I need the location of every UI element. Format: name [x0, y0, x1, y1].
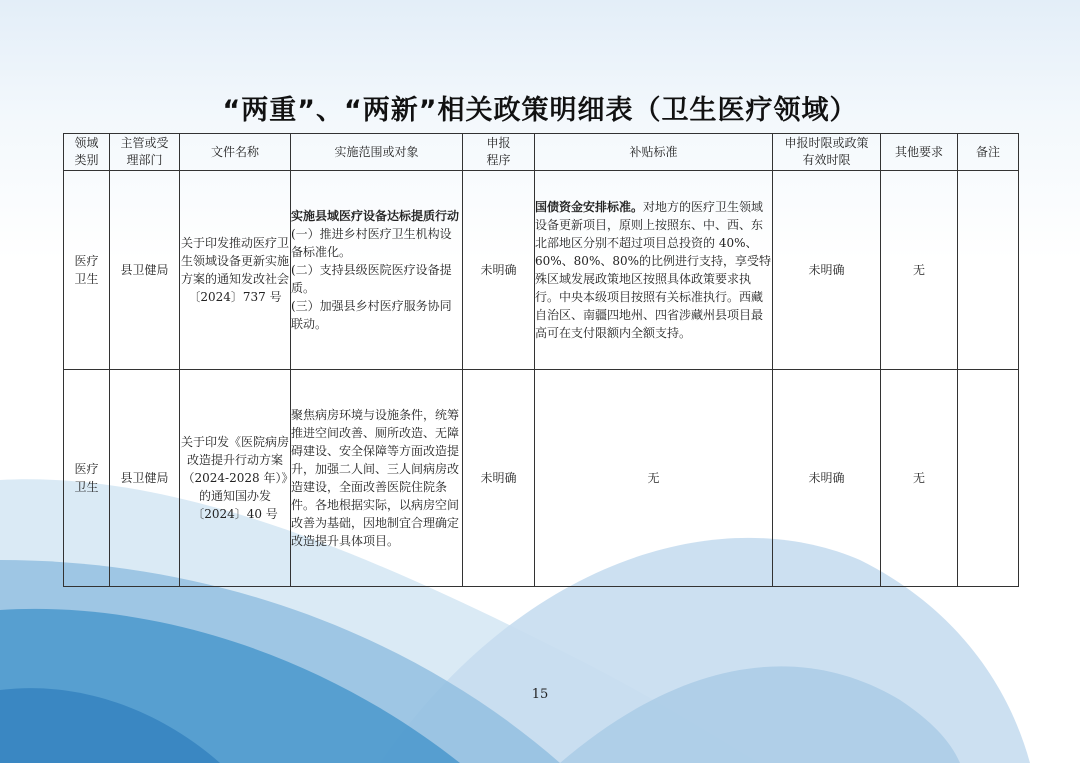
cell-procedure: 未明确	[463, 370, 535, 587]
header-dept: 主管或受 理部门	[110, 134, 180, 171]
cell-dept: 县卫健局	[110, 370, 180, 587]
header-subsidy: 补贴标准	[535, 134, 773, 171]
header-domain: 领域 类别	[64, 134, 110, 171]
header-note: 备注	[958, 134, 1019, 171]
cell-subsidy	[535, 171, 773, 370]
table-row	[64, 370, 1019, 587]
cell-domain: 医疗 卫生	[64, 370, 110, 587]
cell-doc-name: 关于印发《医院病房改造提升行动方案（2024-2028 年）》的通知国办发〔2024〕40 号	[180, 370, 291, 587]
cell-scope	[291, 171, 463, 370]
page-title: “两重”、“两新”相关政策明细表（卫生医疗领域）	[222, 95, 858, 126]
cell-deadline: 未明确	[773, 171, 881, 370]
page-number: 15	[531, 687, 549, 702]
cell-note	[958, 370, 1019, 587]
scope-title: 实施县域医疗设备达标提质行动	[291, 209, 460, 223]
table-row	[64, 171, 1019, 370]
header-doc-name: 文件名称	[180, 134, 291, 171]
header-other: 其他要求	[881, 134, 958, 171]
cell-other: 无	[881, 370, 958, 587]
table-header-row	[64, 134, 1019, 171]
cell-other: 无	[881, 171, 958, 370]
cell-deadline: 未明确	[773, 370, 881, 587]
cell-subsidy: 无	[535, 370, 773, 587]
scope-item: (三）加强县乡村医疗服务协同联动。	[291, 299, 452, 331]
cell-scope: 聚焦病房环境与设施条件，统筹推进空间改善、厕所改造、无障碍建设、安全保障等方面改造提升，加强二人间、三人间病房改造建设，全面改善医院住院条件。各地根据实际，以病房空间改善为基础，因地制宜合理确定改造提升具体项目。	[291, 370, 463, 587]
header-procedure: 申报 程序	[463, 134, 535, 171]
cell-doc-name: 关于印发推动医疗卫生领域设备更新实施方案的通知发改社会〔2024〕737 号	[180, 171, 291, 370]
scope-item: (二）支持县级医院医疗设备提质。	[291, 263, 452, 295]
subsidy-text: 对地方的医疗卫生领域设备更新项目，原则上按照东、中、西、东北部地区分别不超过项目总投资的 40%、60%、80%、80%的比例进行支持，享受特殊区域发展政策地区按照具体政策要求执行。中央本级项目按照有关标准执行。西藏自治区、南疆四地州、四省涉藏州县项目最高可在支付限额内全额支持。	[535, 200, 772, 340]
header-deadline: 申报时限或政策 有效时限	[773, 134, 881, 171]
cell-note	[958, 171, 1019, 370]
cell-procedure: 未明确	[463, 171, 535, 370]
scope-item: (一）推进乡村医疗卫生机构设备标准化。	[291, 227, 452, 259]
policy-table	[63, 133, 1019, 587]
cell-domain: 医疗 卫生	[64, 171, 110, 370]
header-scope: 实施范围或对象	[291, 134, 463, 171]
subsidy-heading: 国债资金安排标准。	[535, 200, 644, 214]
cell-dept: 县卫健局	[110, 171, 180, 370]
